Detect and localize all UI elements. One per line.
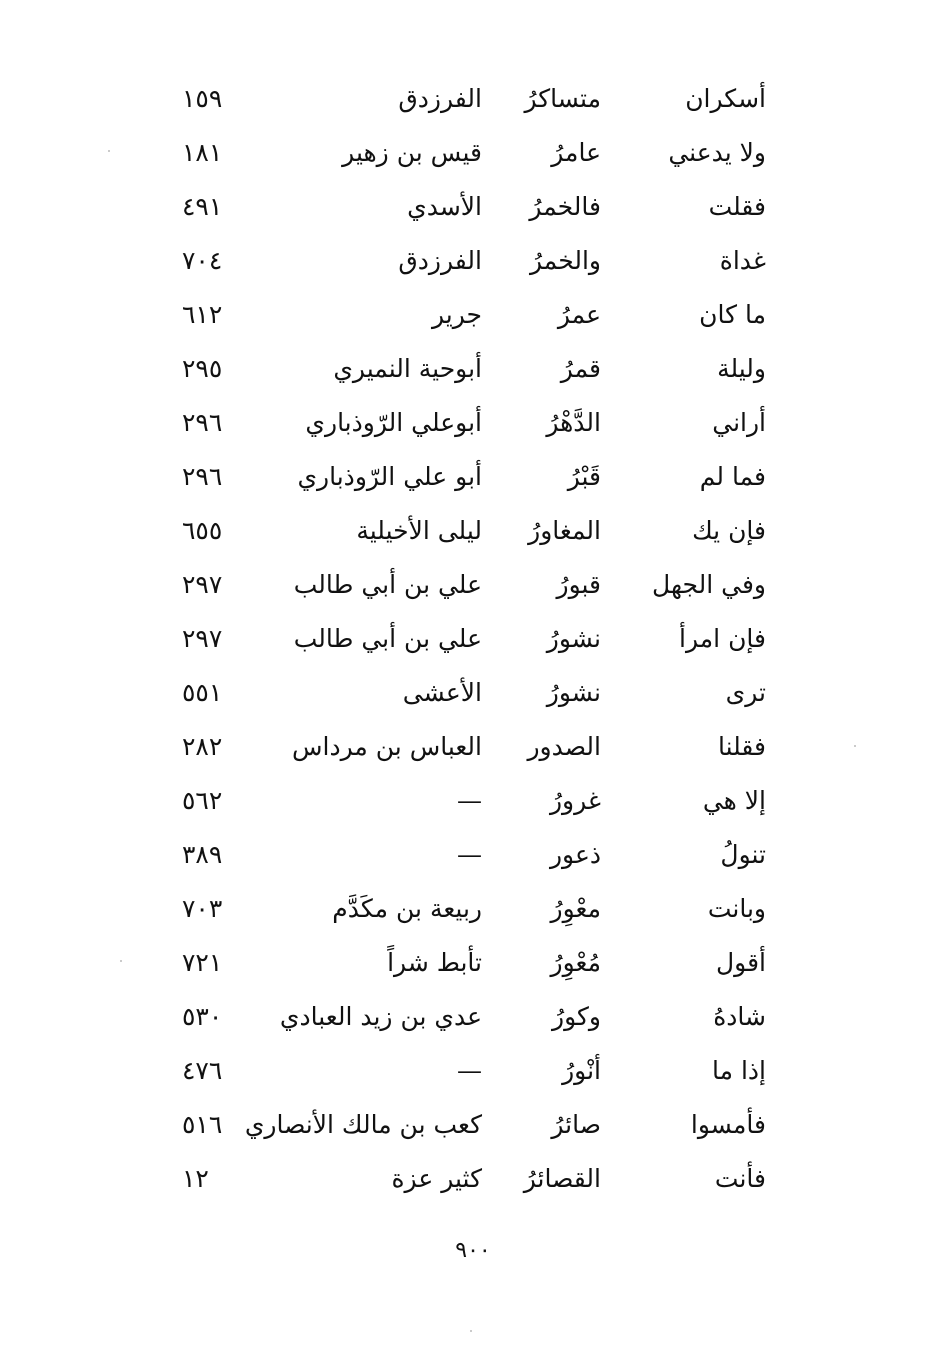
verse-opening-word: ترى [725,678,766,707]
page-reference: ٥٣٠ [182,1002,223,1031]
rhyme-word: وكورُ [552,1002,601,1031]
verse-opening-word: وليلة [717,354,766,383]
verse-opening-word: إذا ما [712,1056,766,1085]
poet-name: علي بن أبي طالب [293,570,482,599]
verse-opening-word: تنولُ [720,840,766,869]
rhyme-word: قبورُ [556,570,601,599]
page-reference: ٤٩١ [182,192,223,221]
verse-opening-word: وفي الجهل [652,570,766,599]
poet-name: قيس بن زهير [342,138,482,167]
page-reference: ٥٦٢ [182,786,223,815]
rhyme-word: نشورُ [546,678,601,707]
verse-opening-word: فما لم [699,462,766,491]
index-row [0,450,946,504]
page-reference: ٢٨٢ [182,732,223,761]
verse-opening-word: فقلنا [717,732,766,761]
poet-name: تأبط شراً [387,948,482,977]
rhyme-word: عامرُ [551,138,601,167]
rhyme-word: صائرُ [551,1110,601,1139]
verse-opening-word: أقول [716,948,766,977]
paper-speck [108,150,110,152]
rhyme-word: قَبْرُ [567,462,601,491]
index-row [0,288,946,342]
paper-speck [854,745,856,747]
poet-name: أبو علي الرّوذباري [297,462,482,491]
poet-name: جرير [432,300,482,329]
rhyme-word: ذعور [549,840,601,869]
page-reference: ٧٢١ [182,948,223,977]
paper-speck [470,1330,472,1332]
rhyme-word: مُعْوِرُ [550,948,601,977]
index-row [0,558,946,612]
verse-opening-word: فقلت [708,192,766,221]
rhyme-word: الصدور [527,732,601,761]
paper-speck [120,960,122,962]
index-row [0,882,946,936]
verse-opening-word: شادهُ [713,1002,766,1031]
page-reference: ١٨١ [182,138,223,167]
poet-name: عدي بن زيد العبادي [279,1002,482,1031]
verse-opening-word: وبانت [707,894,766,923]
page-number: ٩٠٠ [455,1238,491,1263]
rhyme-word: والخمرُ [529,246,601,275]
page-reference: ٧٠٣ [182,894,223,923]
index-row [0,396,946,450]
verse-opening-word: ولا يدعني [668,138,766,167]
page-reference: ٢٩٦ [182,462,223,491]
index-row [0,828,946,882]
poet-name: الفرزدق [398,246,482,275]
verse-index-table [0,72,946,1206]
verse-opening-word: فإن يك [692,516,766,545]
rhyme-word: نشورُ [546,624,601,653]
rhyme-word: أنْورُ [562,1056,601,1085]
page-reference: ٢٩٥ [182,354,223,383]
verse-opening-word: فأمسوا [690,1110,766,1139]
page-reference: ٦١٢ [182,300,223,329]
index-row [0,612,946,666]
poet-name: أبوحية النميري [333,354,482,383]
rhyme-word: المغاورُ [528,516,601,545]
page-reference: ١٢ [182,1164,209,1193]
page-reference: ١٥٩ [182,84,223,113]
rhyme-word: القصائرُ [523,1164,601,1193]
page-reference: ٥٥١ [182,678,223,707]
page-reference: ٢٩٦ [182,408,223,437]
index-row [0,720,946,774]
rhyme-word: غرورُ [549,786,601,815]
poet-name: كثير عزة [391,1164,482,1193]
rhyme-word: فالخمرُ [529,192,601,221]
poet-name: علي بن أبي طالب [293,624,482,653]
index-row [0,936,946,990]
index-row [0,234,946,288]
index-row [0,774,946,828]
verse-opening-word: ما كان [699,300,766,329]
index-row [0,990,946,1044]
page-reference: ٥١٦ [182,1110,223,1139]
verse-opening-word: فإن امرأ [679,624,766,653]
verse-opening-word: فأنت [714,1164,766,1193]
poet-name: — [457,786,482,815]
index-row [0,666,946,720]
page-reference: ٢٩٧ [182,570,223,599]
poet-name: ليلى الأخيلية [356,516,482,545]
index-row [0,1044,946,1098]
verse-opening-word: أراني [712,408,766,437]
index-row [0,72,946,126]
rhyme-word: قمرُ [560,354,601,383]
rhyme-word: معْوِرُ [550,894,601,923]
rhyme-word: الدَّهْرُ [546,408,601,437]
index-row [0,180,946,234]
poet-name: الأعشى [402,678,482,707]
page-reference: ٦٥٥ [182,516,223,545]
index-row [0,126,946,180]
poet-name: الأسدي [407,192,482,221]
page-reference: ٣٨٩ [182,840,223,869]
page-reference: ٤٧٦ [182,1056,223,1085]
rhyme-word: عمرُ [557,300,601,329]
poet-name: — [457,1056,482,1085]
page-reference: ٢٩٧ [182,624,223,653]
poet-name: — [457,840,482,869]
index-row [0,1152,946,1206]
index-row [0,504,946,558]
poet-name: ربيعة بن مكَدَّم [332,894,482,923]
index-row [0,342,946,396]
verse-opening-word: إلا هي [702,786,766,815]
rhyme-word: متساكرُ [524,84,601,113]
poet-name: الفرزدق [398,84,482,113]
poet-name: العباس بن مرداس [292,732,482,761]
page-reference: ٧٠٤ [182,246,223,275]
index-row [0,1098,946,1152]
verse-opening-word: أسكران [685,84,766,113]
poet-name: كعب بن مالك الأنصاري [244,1110,482,1139]
poet-name: أبوعلي الرّوذباري [305,408,482,437]
verse-opening-word: غداة [719,246,766,275]
